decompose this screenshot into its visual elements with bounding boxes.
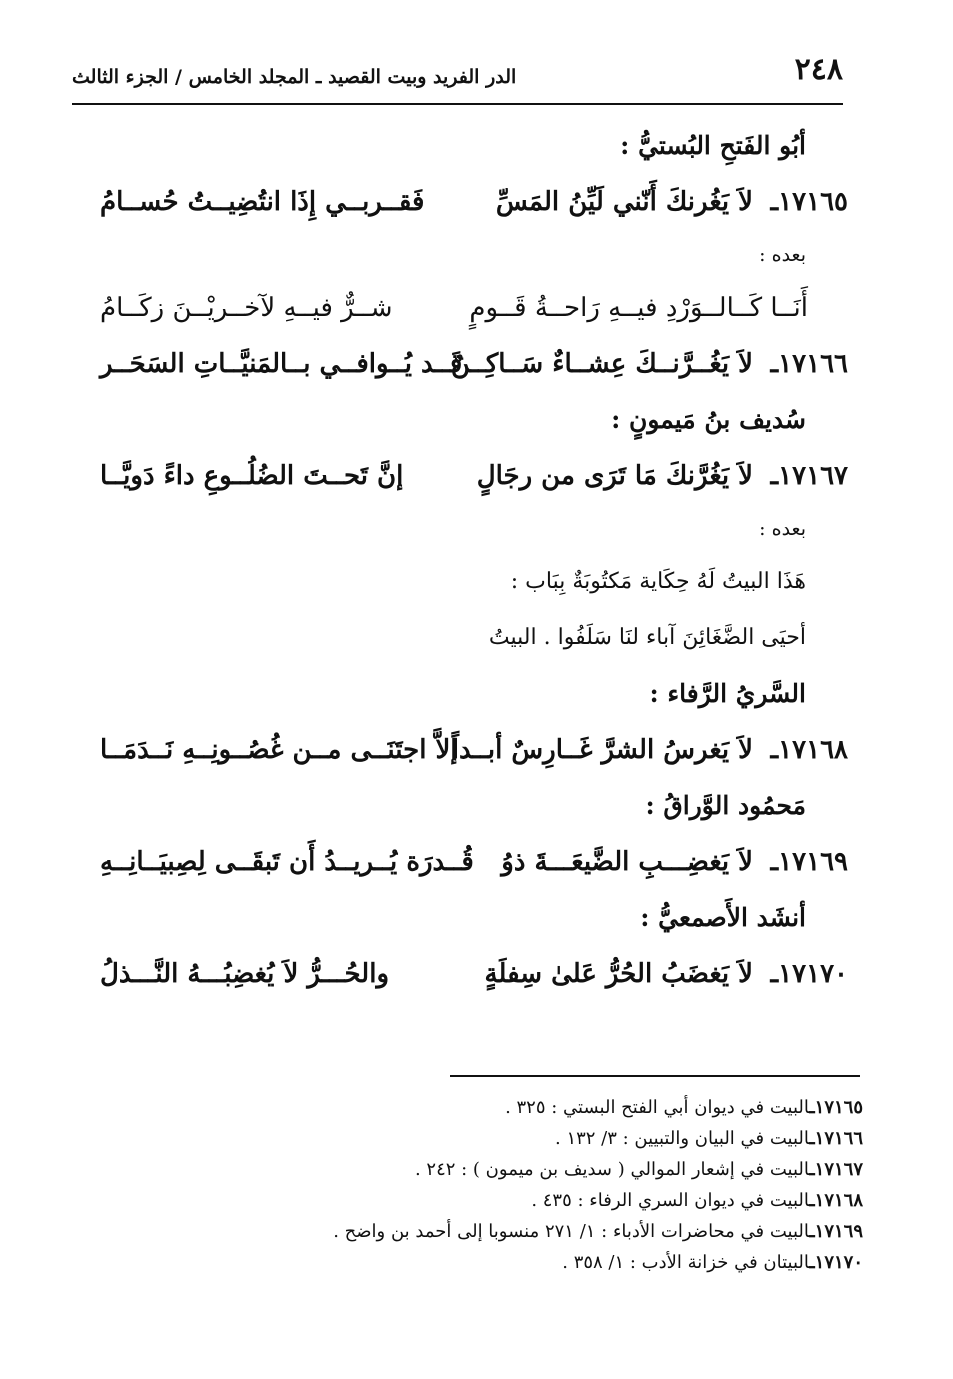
footnote-number: ١٧١٧٠ـ [809, 1252, 863, 1273]
page-body [100, 118, 848, 1002]
footnote [83, 1154, 863, 1185]
verse-follow-1 [100, 280, 848, 336]
verse-first-hemistich: لاَ يَغرسُ الشرَّ غَــارِسٌ أبــداً [451, 735, 753, 765]
footnotes [83, 1092, 863, 1278]
verse-17169 [100, 834, 848, 890]
running-title: الدر الفريد وبيت القصيد ـ المجلد الخامس / الجزء الثالث [72, 66, 517, 88]
footnote-number: ١٧١٦٧ـ [809, 1159, 863, 1180]
verse-second-hemistich: فَقــربــي إِذَا انتُضِيــتُ حُســامُ [100, 187, 425, 217]
footnote [83, 1216, 863, 1247]
verse-17166 [100, 336, 848, 392]
verse-number: ١٧١٦٦ـ [770, 349, 848, 379]
verse-17170 [100, 946, 848, 1002]
footnote-number: ١٧١٦٨ـ [809, 1190, 863, 1211]
poet-name: مَحمُود الوَّراقُ : [645, 791, 806, 820]
footnote-text: البيت في إشعار الموالي ( سديف بن ميمون ) : ٢٤٢ . [414, 1159, 810, 1180]
footnote-text: البيت في ديوان السري الرفاء : ٤٣٥ . [531, 1190, 810, 1211]
footnote-rule [450, 1075, 860, 1077]
verse-number: ١٧١٧٠ـ [770, 959, 848, 989]
verse-first-hemistich: لاَ يَغُرنكَ أَنّني لَيِّنُ المَسِّ [495, 187, 753, 217]
verse-second-hemistich: شــرٌّ فيــهِ لآخــريْــنَ زكَــامُ [100, 293, 393, 323]
poet-name: أبُو الفَتحِ البُستيُّ : [620, 131, 806, 160]
footnote-text: البيت في ديوان أبي الفتح البستي : ٣٢٥ . [505, 1097, 810, 1118]
poet-name: السَّريُ الرَّفاء : [649, 679, 806, 708]
verse-first-hemistich: لاَ يَغضِـــبِ الضَّيعَـــةَ ذوُ [501, 847, 753, 877]
poet-name: أنشَد الأَصمعيُّ : [640, 903, 806, 932]
footnote-text: البيت في محاضرات الأدباء : ١/ ٢٧١ منسوبا إلى أحمد بن واضح . [333, 1221, 810, 1242]
verse-second-hemistich: قُــدرَة يُــريــدُ أَن تَبقَــى لِصِبيَــانِــهِ [100, 847, 474, 877]
header-rule [72, 103, 843, 105]
verse-second-hemistich: والحُـــرُّ لاَ يُغضِبُـــهُ النَّـــذلُ [100, 959, 390, 989]
verse-second-hemistich: إنَّ تَحــتَ الضُلُــوعِ داءً دَويَّــا [100, 461, 404, 491]
footnote-number: ١٧١٦٦ـ [809, 1128, 863, 1149]
footnote-text: البيتان في خزانة الأدب : ١/ ٣٥٨ . [562, 1252, 810, 1273]
footnote-text: البيت في البيان والتبيين : ٣/ ١٣٢ . [554, 1128, 810, 1149]
verse-number: ١٧١٦٨ـ [770, 735, 848, 765]
prose-line: هَذَا البيتُ لَهُ حِكَاية مَكتُوبَةٌ بِبَاب : [510, 569, 806, 594]
footnote-number: ١٧١٦٥ـ [809, 1097, 863, 1118]
after-label: بعده : [759, 518, 806, 540]
verse-17168 [100, 722, 848, 778]
verse-17167 [100, 448, 848, 504]
footnote [83, 1123, 863, 1154]
footnote-number: ١٧١٦٩ـ [809, 1221, 863, 1242]
verse-first-hemistich: لاَ يَغضَبُ الحُرُّ عَلىٰ سِفلَةٍ [484, 959, 753, 989]
verse-second-hemistich: إلاَّ اجتَنَــى مــن غُصُــونِــهِ نَــدَمَــا [100, 735, 458, 765]
footnote [83, 1185, 863, 1216]
verse-first-hemistich: لاَ يَغُــرَّنــكَ عِشــاءٌ سَــاكِــنٌ [450, 349, 753, 379]
footnote [83, 1247, 863, 1278]
prose-line: أحيَى الضَّغَائِنَ آباء لنَا سَلَفُوا . البيتُ [488, 625, 806, 650]
verse-number: ١٧١٦٩ـ [770, 847, 848, 877]
verse-first-hemistich: أَنَــا كَــالــوَرْدِ فيــهِ رَاحــةُ قَــومٍ [469, 293, 808, 323]
verse-17165 [100, 174, 848, 230]
verse-first-hemistich: لاَ يَغُرَّنكَ مَا تَرَى من رجَالٍ [476, 461, 753, 491]
verse-number: ١٧١٦٥ـ [770, 187, 848, 217]
verse-second-hemistich: قَــد يُــوافــي بــالمَنيَّــاتِ السَحَــر [100, 349, 463, 379]
page-header [72, 52, 843, 92]
poet-name: سُديف بنُ مَيمونٍ : [611, 405, 806, 434]
after-label: بعده : [759, 244, 806, 266]
page-number: ٢٤٨ [794, 52, 843, 87]
footnote [83, 1092, 863, 1123]
verse-number: ١٧١٦٧ـ [770, 461, 848, 491]
